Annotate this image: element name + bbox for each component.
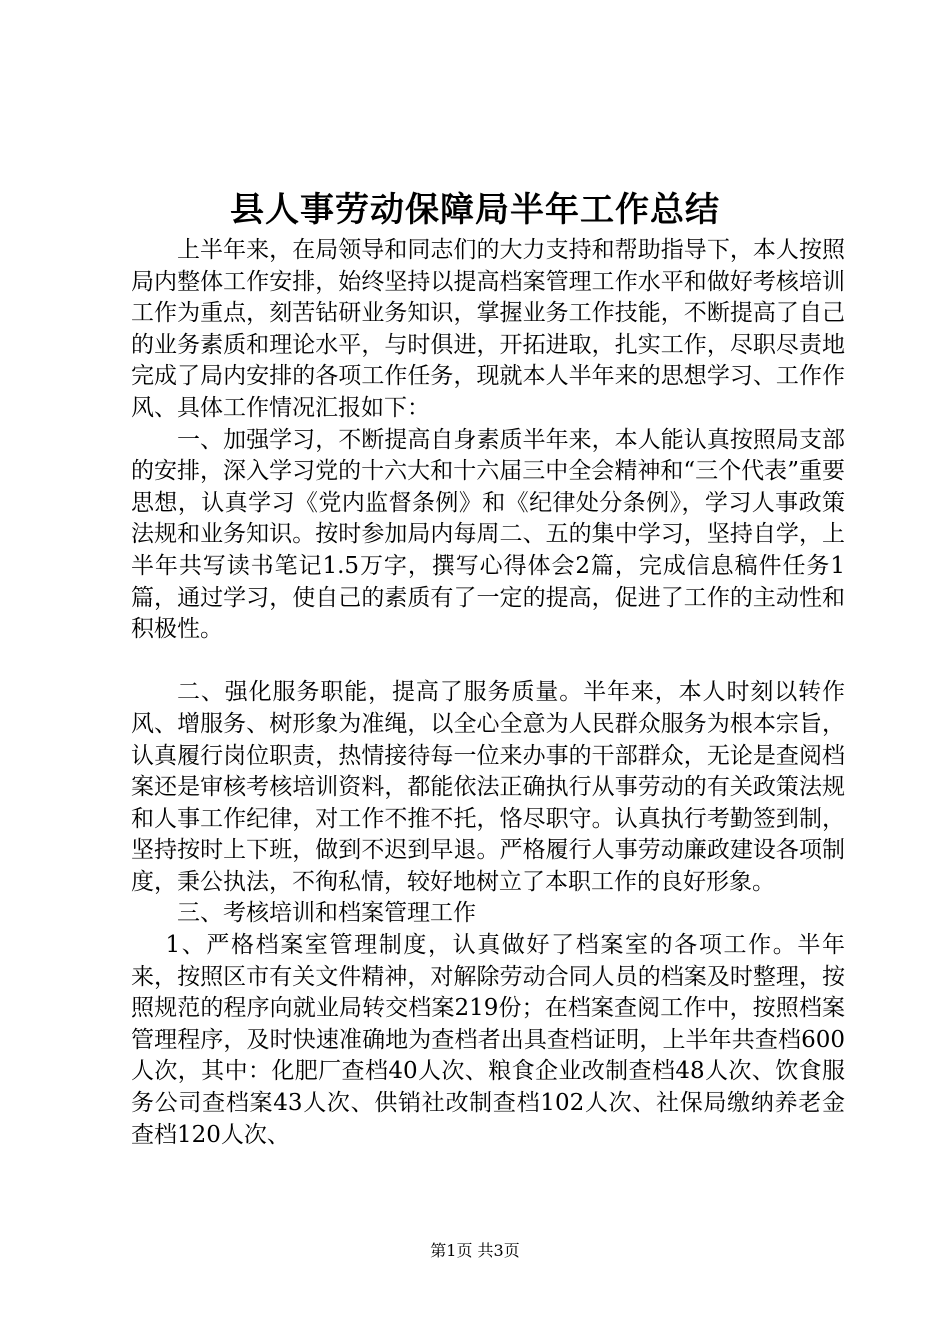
paragraph-section-2: 二、强化服务职能，提高了服务质量。半年来，本人时刻以转作风、增服务、树形象为准绳，以全心全意为人民群众服务为根本宗旨，认真履行岗位职责，热情接待每一位来办事的干部群众，无论是查阅档案还是审核考核培训资料，都能依法正确执行从事劳动的有关政策法规和人事工作纪律，对工作不推不托，恪尽职守。认真执行考勤签到制，坚持按时上下班，做到不迟到早退。严格履行人事劳动廉政建设各项制度，秉公执法，不徇私情，较好地树立了本职工作的良好形象。	[131, 679, 845, 895]
document-body	[131, 235, 845, 1151]
document-title: 县人事劳动保障局半年工作总结	[230, 190, 720, 230]
section-heading-3: 三、考核培训和档案管理工作	[177, 900, 476, 927]
paragraph-section-3-1: 1、严格档案室管理制度，认真做好了档案室的各项工作。半年来，按照区市有关文件精神，对解除劳动合同人员的档案及时整理，按照规范的程序向就业局转交档案219份；在档案查阅工作中，按照档案管理程序，及时快速准确地为查档者出具查档证明，上半年共查档600人次，其中：化肥厂查档40人次、粮食企业改制查档48人次、饮食服务公司查档案43人次、供销社改制查档102人次、社保局缴纳养老金查档120人次、	[131, 932, 845, 1148]
page-footer: 第1页 共3页	[430, 1241, 520, 1260]
paragraph-intro: 上半年来，在局领导和同志们的大力支持和帮助指导下，本人按照局内整体工作安排，始终坚持以提高档案管理工作水平和做好考核培训工作为重点，刻苦钻研业务知识，掌握业务工作技能，不断提高了自己的业务素质和理论水平，与时俱进，开拓进取，扎实工作，尽职尽责地完成了局内安排的各项工作任务，现就本人半年来的思想学习、工作作风、具体工作情况汇报如下：	[131, 237, 845, 421]
paragraph-section-1: 一、加强学习，不断提高自身素质半年来，本人能认真按照局支部的安排，深入学习党的十六大和十六届三中全会精神和“三个代表”重要思想，认真学习《党内监督条例》和《纪律处分条例》，学习人事政策法规和业务知识。按时参加局内每周二、五的集中学习，坚持自学，上半年共写读书笔记1.5万字，撰写心得体会2篇，完成信息稿件任务1篇，通过学习，使自己的素质有了一定的提高，促进了工作的主动性和积极性。	[131, 426, 845, 643]
